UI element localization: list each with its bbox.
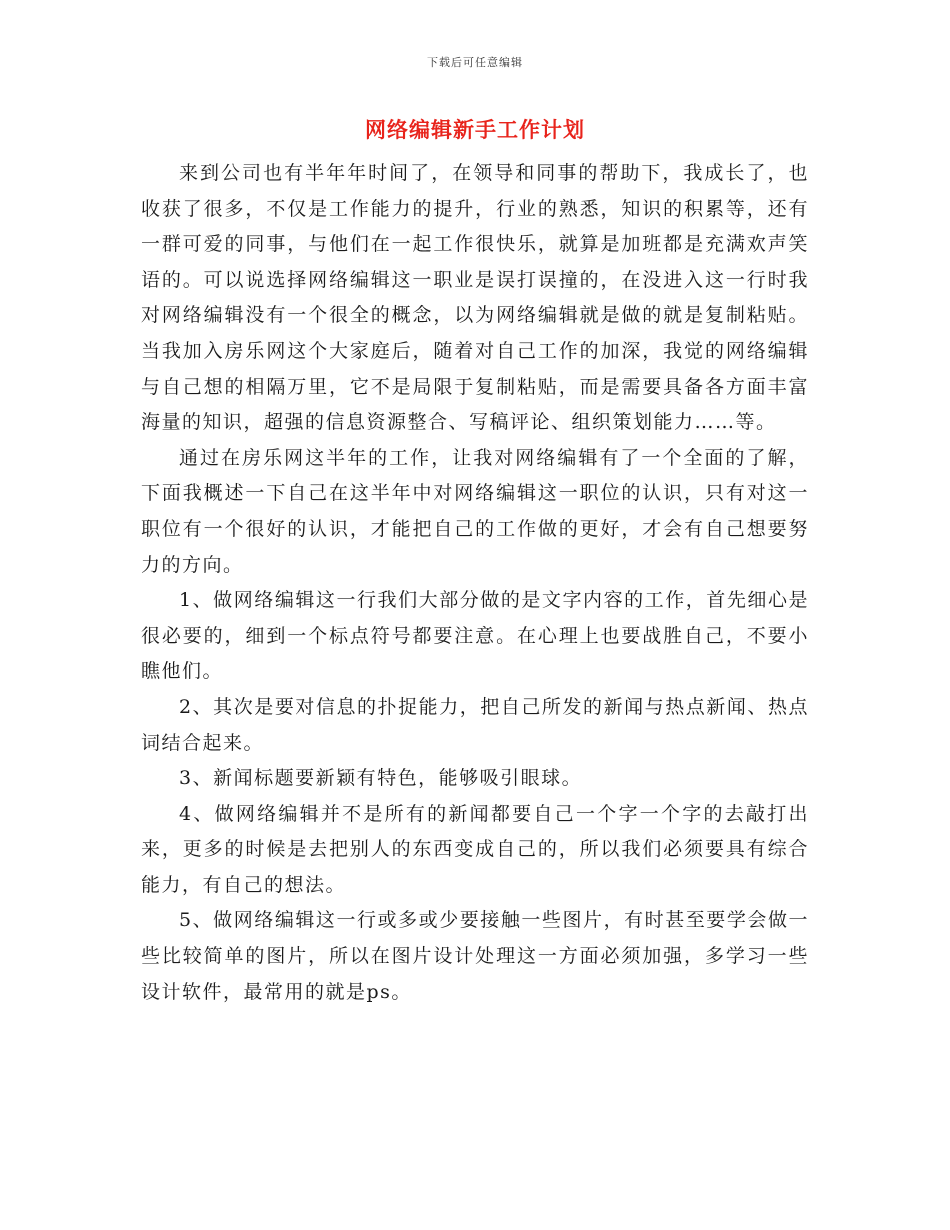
paragraph-intro: 来到公司也有半年年时间了，在领导和同事的帮助下，我成长了，也收获了很多，不仅是工作能力的提升，行业的熟悉，知识的积累等，还有一群可爱的同事，与他们在一起工作很快乐，就算是加班都是充满欢声笑语的。可以说选择网络编辑这一职业是误打误撞的，在没进入这一行时我对网络编辑没有一个很全的概念，以为网络编辑就是做的就是复制粘贴。当我加入房乐网这个大家庭后，随着对自己工作的加深，我觉的网络编辑与自己想的相隔万里，它不是局限于复制粘贴，而是需要具备各方面丰富海量的知识，超强的信息资源整合、写稿评论、组织策划能力……等。 [141, 162, 809, 434]
document-body [141, 156, 809, 1010]
paragraph-point-2: 2、其次是要对信息的扑捉能力，把自己所发的新闻与热点新闻、热点词结合起来。 [141, 695, 809, 754]
paragraph-point-5: 5、做网络编辑这一行或多或少要接触一些图片，有时甚至要学会做一些比较简单的图片，所以在图片设计处理这一方面必须加强，多学习一些设计软件，最常用的就是ps。 [141, 909, 809, 1003]
page-header: 下载后可任意编辑 [427, 56, 523, 69]
paragraph-point-3: 3、新闻标题要新颖有特色，能够吸引眼球。 [179, 767, 583, 790]
document-title: 网络编辑新手工作计划 [365, 117, 585, 142]
paragraph-point-4: 4、做网络编辑并不是所有的新闻都要自己一个字一个字的去敲打出来，更多的时候是去把别人的东西变成自己的，所以我们必须要具有综合能力，有自己的想法。 [141, 802, 809, 896]
paragraph-point-1: 1、做网络编辑这一行我们大部分做的是文字内容的工作，首先细心是很必要的，细到一个标点符号都要注意。在心理上也要战胜自己，不要小瞧他们。 [141, 589, 809, 683]
paragraph-overview: 通过在房乐网这半年的工作，让我对网络编辑有了一个全面的了解，下面我概述一下自己在这半年中对网络编辑这一职位的认识，只有对这一职位有一个很好的认识，才能把自己的工作做的更好，才会有自己想要努力的方向。 [141, 446, 809, 576]
